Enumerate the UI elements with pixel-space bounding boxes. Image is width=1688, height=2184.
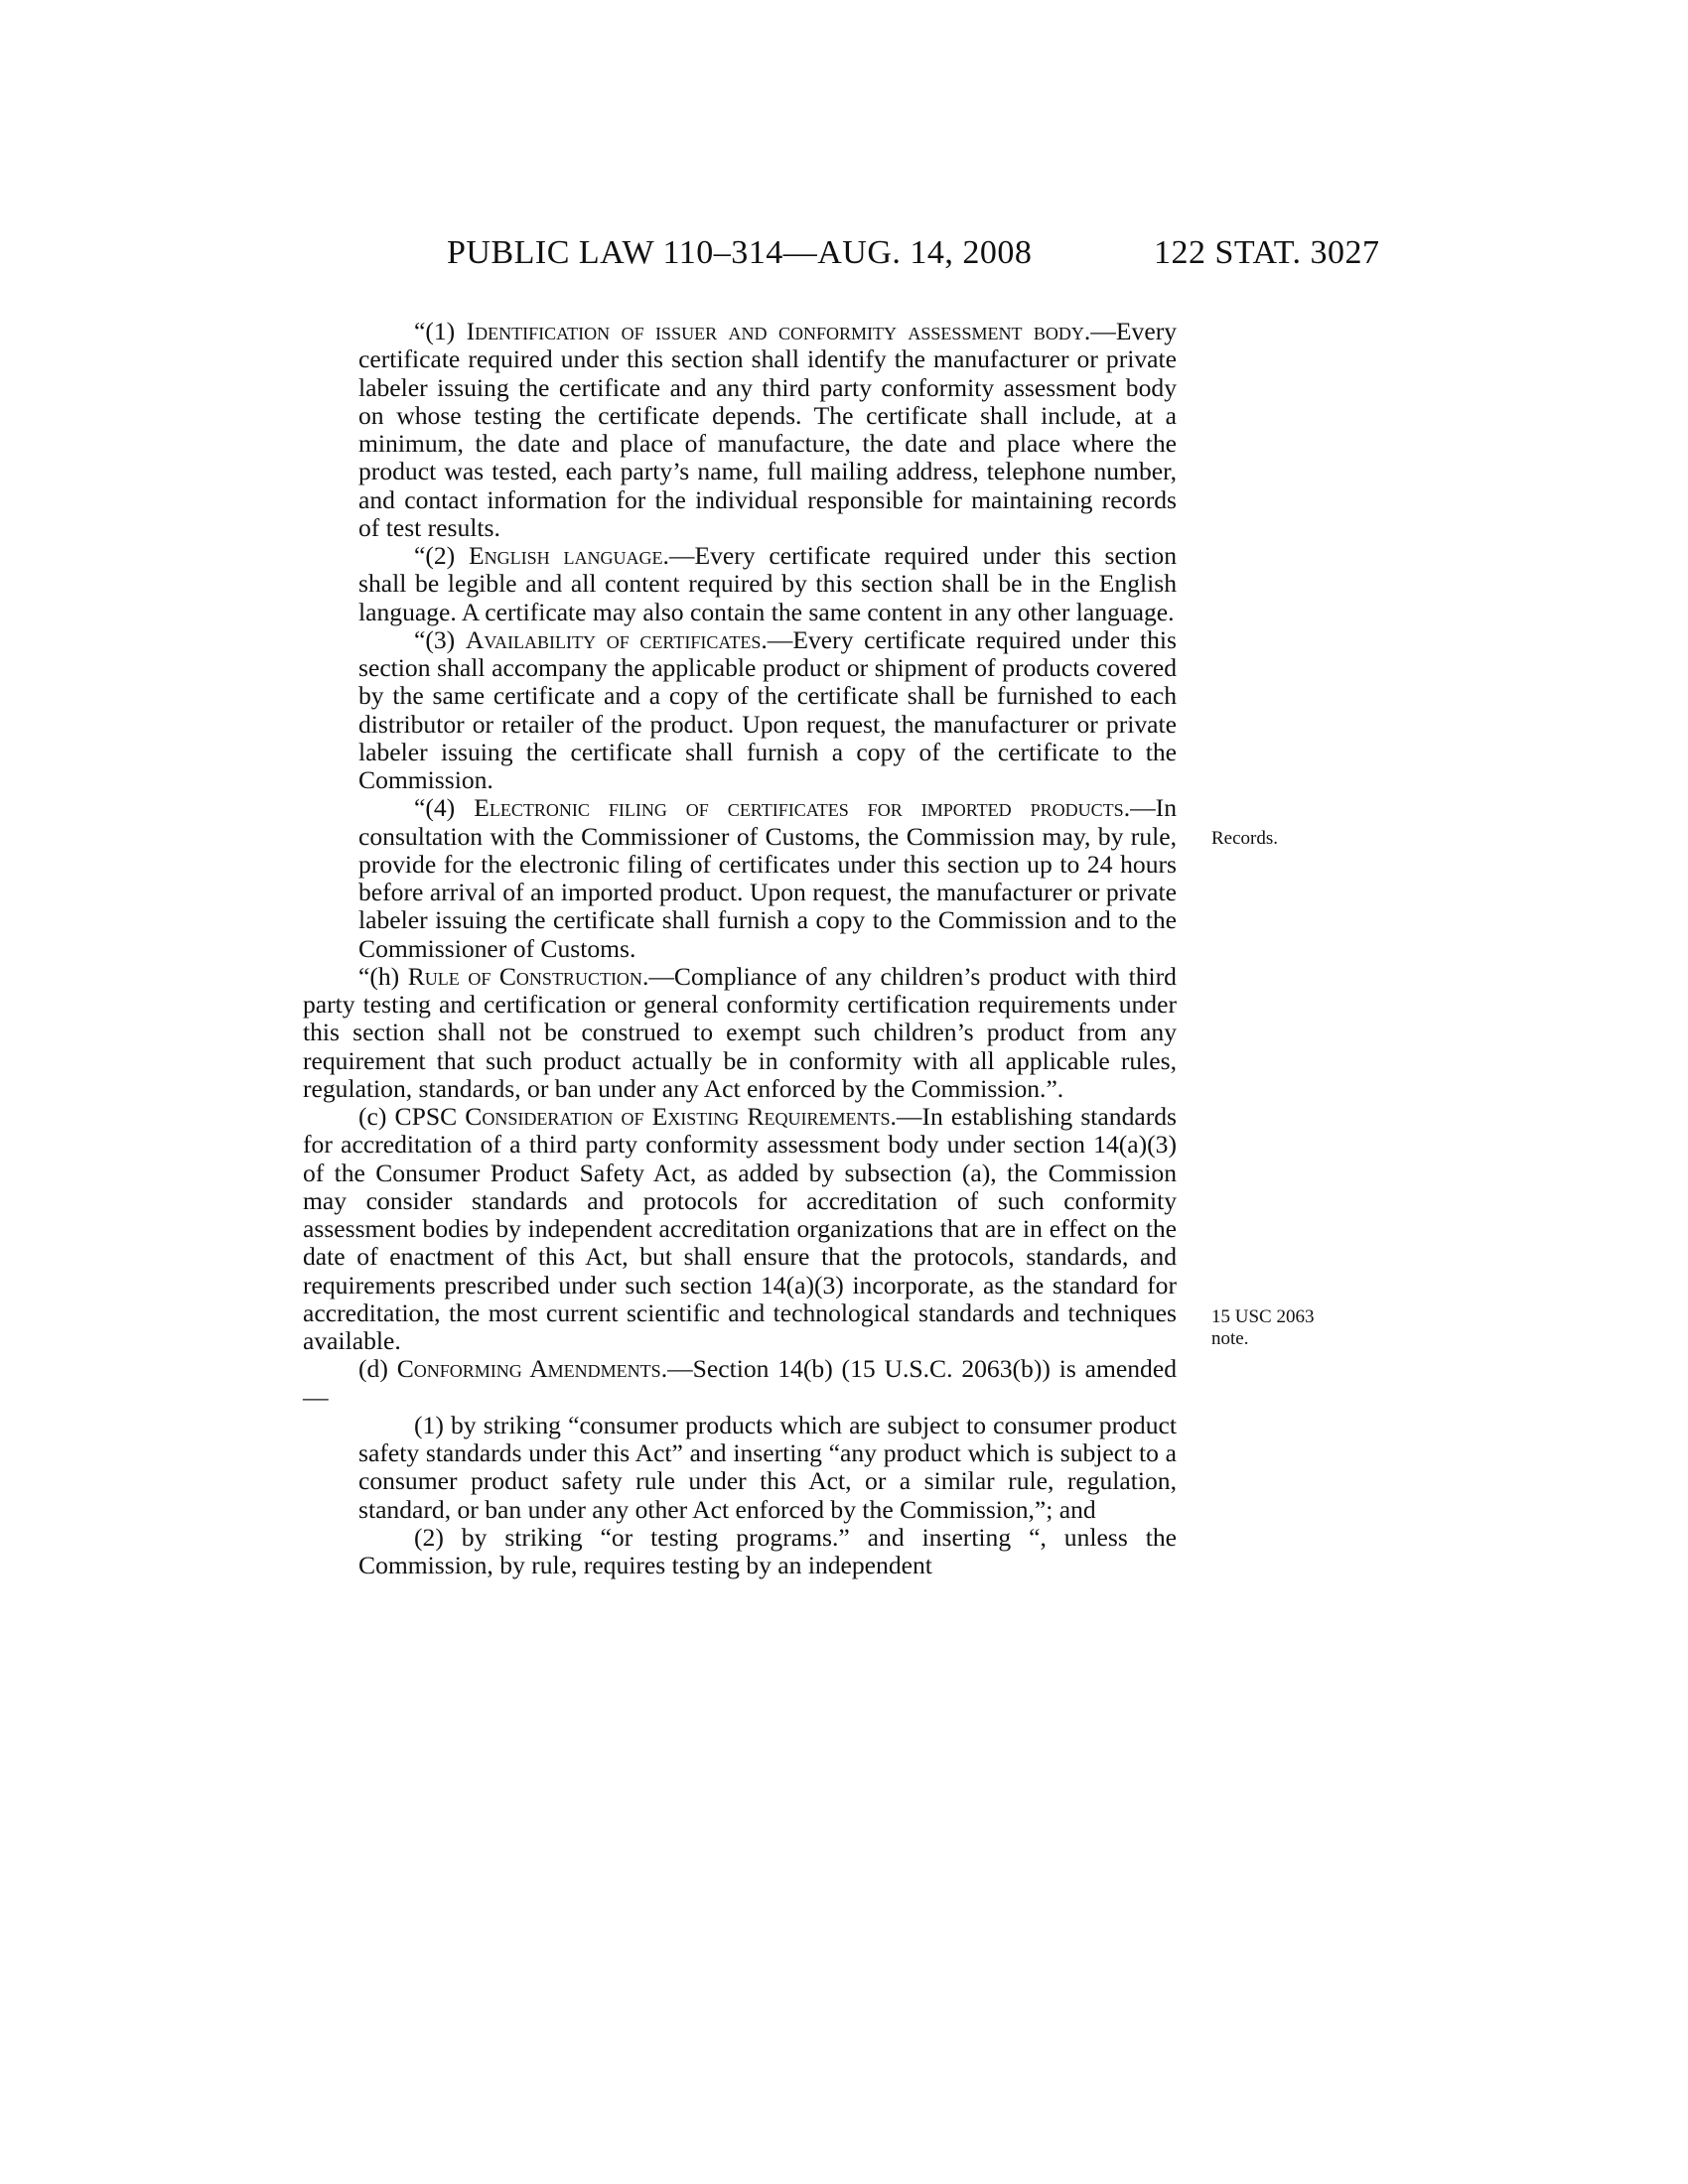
paragraph-heading: English language — [469, 541, 663, 570]
margin-note-usc-citation — [1211, 1306, 1314, 1350]
paragraph-rule-of-construction: “(h) Rule of Construction.—Compliance of any children’s product with third party testing and certification or general conformity certification requirements under this section shall not be construed to exempt such children’s product from any requirement that such product actually be in conformity with all applicable rules, regulation, standards, or ban under any Act enforced by the Commission.”. — [303, 961, 1177, 1103]
paragraph-heading: Identification of issuer and conformity assessment body — [466, 317, 1084, 345]
paragraph-heading: Conforming Amendments — [396, 1354, 661, 1384]
statute-page-reference: 122 STAT. 3027 — [1154, 234, 1380, 271]
paragraph-cpsc-consideration: (c) CPSC Consideration of Existing Requirements.—In establishing standards for accreditation of a third party conformity assessment body under section 14(a)(3) of the Consumer Product Safety Act, as added by subsection (a), the Commission may consider standards and protocols for accreditation of such conformity assessment bodies by independent accreditation organizations that are in effect on the date of enactment of this Act, but shall ensure that the protocols, standards, and requirements prescribed under such section 14(a)(3) incorporate, as the standard for accreditation, the most current scientific and technological standards and techniques available. — [303, 1102, 1178, 1355]
paragraph-heading: CPSC Consideration of Existing Requirements — [394, 1102, 891, 1131]
public-law-title: PUBLIC LAW 110–314—AUG. 14, 2008 — [447, 234, 1033, 271]
paragraph-heading: Availability of certificates — [465, 624, 762, 654]
paragraph-electronic-filing: “(4) Electronic filing of certificates for imported products.—In consultation with the Commissioner of Customs, the Commission may, by rule, provide for the electronic filing of certificates under this section up to 24 hours before arrival of an imported product. Upon request, the manufacturer or private labeler issuing the certificate shall furnish a copy to the Commission and to the Commissioner of Customs. — [358, 793, 1177, 963]
paragraph-conforming-amendments: (d) Conforming Amendments.—Section 14(b) (15 U.S.C. 2063(b)) is amended— — [303, 1354, 1177, 1412]
paragraph-amendment-2: (2) by striking “or testing programs.” and inserting “, unless the Commission, by rule, requires testing by an independent — [358, 1522, 1177, 1579]
paragraph-heading: Electronic filing of certificates for imported products — [474, 793, 1124, 823]
usc-note-label: note. — [1211, 1328, 1249, 1349]
paragraph-identification-of-issuer: “(1) Identification of issuer and conformity assessment body.—Every certificate required under this section shall identify the manufacturer or private labeler issuing the certificate and any third party conformity assessment body on whose testing the certificate depends. The certificate shall include, at a minimum, the date and place of manufacture, the date and place where the product was tested, each party’s name, full mailing address, telephone number, and contact information for the individual responsible for maintaining records of test results. — [358, 317, 1178, 542]
paragraph-amendment-1: (1) by striking “consumer products which are subject to consumer product safety standards under this Act” and inserting “any product which is subject to a consumer product safety rule under this Act, or a similar rule, regulation, standard, or ban under any other Act enforced by the Commission,”; and — [358, 1410, 1177, 1524]
paragraph-english-language: “(2) English language.—Every certificate required under this section shall be legible and all content required by this section shall be in the English language. A certificate may also contain the same content in any other language. — [358, 541, 1178, 626]
statute-body — [303, 318, 1177, 1579]
paragraph-heading: Rule of Construction — [407, 961, 642, 991]
usc-citation: 15 USC 2063 — [1211, 1306, 1315, 1327]
margin-note-records: Records. — [1211, 828, 1279, 849]
paragraph-availability-of-certificates: “(3) Availability of certificates.—Every certificate required under this section shall accompany the applicable product or shipment of products covered by the same certificate and a copy of the certificate shall be furnished to each distributor or retailer of the product. Upon request, the manufacturer or private labeler issuing the certificate shall furnish a copy of the certificate to the Commission. — [358, 624, 1177, 794]
running-header — [0, 234, 1688, 278]
